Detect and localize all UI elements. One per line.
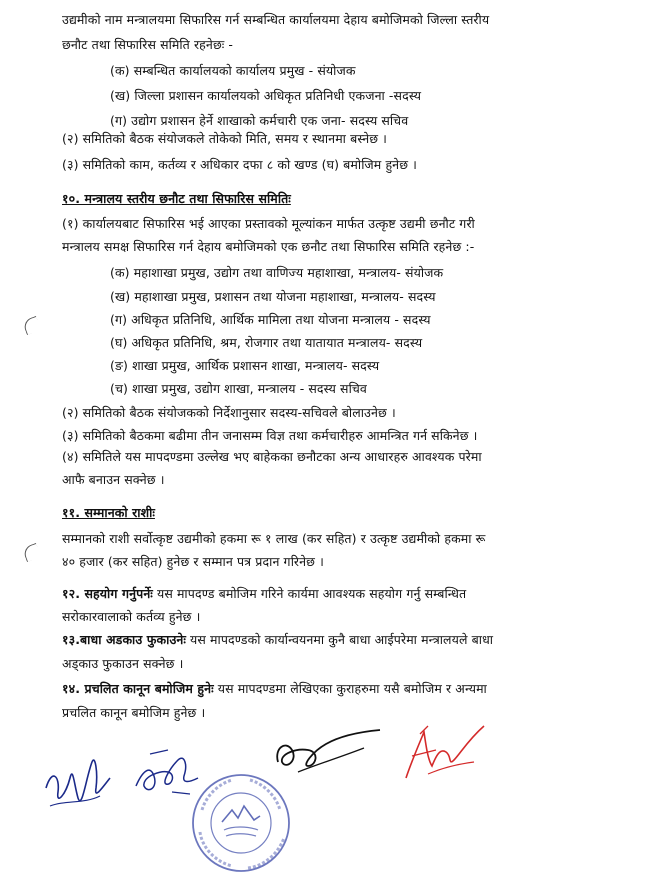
section-11-line-1: सम्मानको राशी सर्वोत्कृष्ट उद्यमीको हकमा रू १ लाख (कर सहित) र उत्कृष्ट उद्यमीको हकमा रू (62, 531, 486, 546)
intro-member-kha: (ख) जिल्ला प्रशासन कार्यालयको अधिकृत प्रतिनिधी एकजना -सदस्य (110, 88, 422, 103)
section-10-member-cha: (च) शाखा प्रमुख, उद्योग शाखा, मन्त्रालय - सदस्य सचिव (110, 381, 367, 396)
section-14-line-1-text: यस मापदण्डमा लेखिएका कुराहरुमा यसै बमोजिम र अन्यमा (213, 681, 487, 696)
intro-clause-2: (२) समितिको बैठक संयोजकले तोकेको मिति, समय र स्थानमा बस्नेछ । (62, 131, 388, 146)
section-10-member-gha: (घ) अधिकृत प्रतिनिधि, श्रम, रोजगार तथा यातायात मन्त्रालय- सदस्य (110, 335, 423, 350)
section-14-line-2: प्रचलित कानून बमोजिम हुनेछ । (62, 705, 206, 720)
intro-line-1: उद्यमीको नाम मन्त्रालयमा सिफारिस गर्न सम्बन्धित कार्यालयमा देहाय बमोजिमको जिल्ला स्तरीय (62, 12, 490, 27)
section-10-clause-4-line-1: (४) समितिले यस मापदण्डमा उल्लेख भए बाहेकका छनौटका अन्य आधारहरु आवश्यक परेमा (62, 449, 482, 464)
section-14-line-1 (62, 681, 487, 697)
section-10-clause-3: (३) समितिको बैठकमा बढीमा तीन जनासम्म विज्ञ तथा कर्मचारीहरु आमन्त्रित गर्न सकिनेछ । (62, 428, 478, 443)
section-14-heading: १४. प्रचलित कानून बमोजिम हुनेः (62, 681, 214, 696)
section-13-heading: १३.बाधा अडकाउ फुकाउनेः (62, 632, 186, 647)
section-10-member-kha: (ख) महाशाखा प्रमुख, प्रशासन तथा योजना महाशाखा, मन्त्रालय- सदस्य (110, 289, 436, 304)
margin-mark (22, 543, 41, 562)
section-10-clause-4-line-2: आफै बनाउन सक्नेछ । (62, 472, 165, 487)
section-13-line-1-text: यस मापदण्डको कार्यान्वयनमा कुनै बाधा आईपरेमा मन्त्रालयले बाधा (185, 632, 494, 647)
section-12-line-1-text: यस मापदण्ड बमोजिम गरिने कार्यमा आवश्यक सहयोग गर्नु सम्बन्धित (152, 586, 467, 601)
section-10-heading: १०. मन्त्रालय स्तरीय छनौट तथा सिफारिस समितिः (62, 191, 291, 206)
intro-member-ga: (ग) उद्योग प्रशासन हेर्ने शाखाको कर्मचारी एक जना- सदस्य सचिव (110, 113, 409, 128)
signature-1 (40, 748, 120, 818)
section-12-heading: १२. सहयोग गर्नुपर्नेः (62, 586, 153, 601)
official-seal (186, 770, 296, 876)
margin-mark (22, 316, 41, 335)
section-12-line-1 (62, 586, 466, 602)
section-10-clause-1-line-1: (१) कार्यालयबाट सिफारिस भई आएका प्रस्तावको मूल्यांकन मार्फत उत्कृष्ट उद्यमी छनौट गरी (62, 216, 475, 231)
section-10-member-ka: (क) महाशाखा प्रमुख, उद्योग तथा वाणिज्य महाशाखा, मन्त्रालय- संयोजक (110, 265, 444, 280)
section-10-member-ga: (ग) अधिकृत प्रतिनिधि, आर्थिक मामिला तथा योजना मन्त्रालय - सदस्य (110, 312, 431, 327)
intro-line-2: छनौट तथा सिफारिस समिति रहनेछः - (62, 37, 234, 52)
section-10-clause-2: (२) समितिको बैठक संयोजकको निर्देशानुसार सदस्य-सचिवले बोलाउनेछ । (62, 405, 396, 420)
section-10-member-nga: (ङ) शाखा प्रमुख, आर्थिक प्रशासन शाखा, मन्त्रालय- सदस्य (110, 358, 380, 373)
intro-member-ka: (क) सम्बन्धित कार्यालयको कार्यालय प्रमुख - संयोजक (110, 63, 356, 78)
section-12-line-2: सरोकारवालाको कर्तव्य हुनेछ । (62, 609, 201, 624)
section-13-line-2: अड्काउ फुकाउन सक्नेछ । (62, 656, 184, 671)
section-11-heading: ११. सम्मानको राशीः (62, 505, 155, 520)
intro-clause-3: (३) समितिको काम, कर्तव्य र अधिकार दफा ८ को खण्ड (घ) बमोजिम हुनेछ । (62, 157, 417, 172)
section-10-clause-1-line-2: मन्त्रालय समक्ष सिफारिस गर्न देहाय बमोजिमको एक छनौट तथा सिफारिस समिति रहनेछ :- (62, 239, 475, 254)
section-11-line-2: ४० हजार (कर सहित) हुनेछ र सम्मान पत्र प्रदान गरिनेछ । (62, 554, 324, 569)
signature-4 (398, 716, 488, 786)
section-13-line-1 (62, 632, 493, 648)
